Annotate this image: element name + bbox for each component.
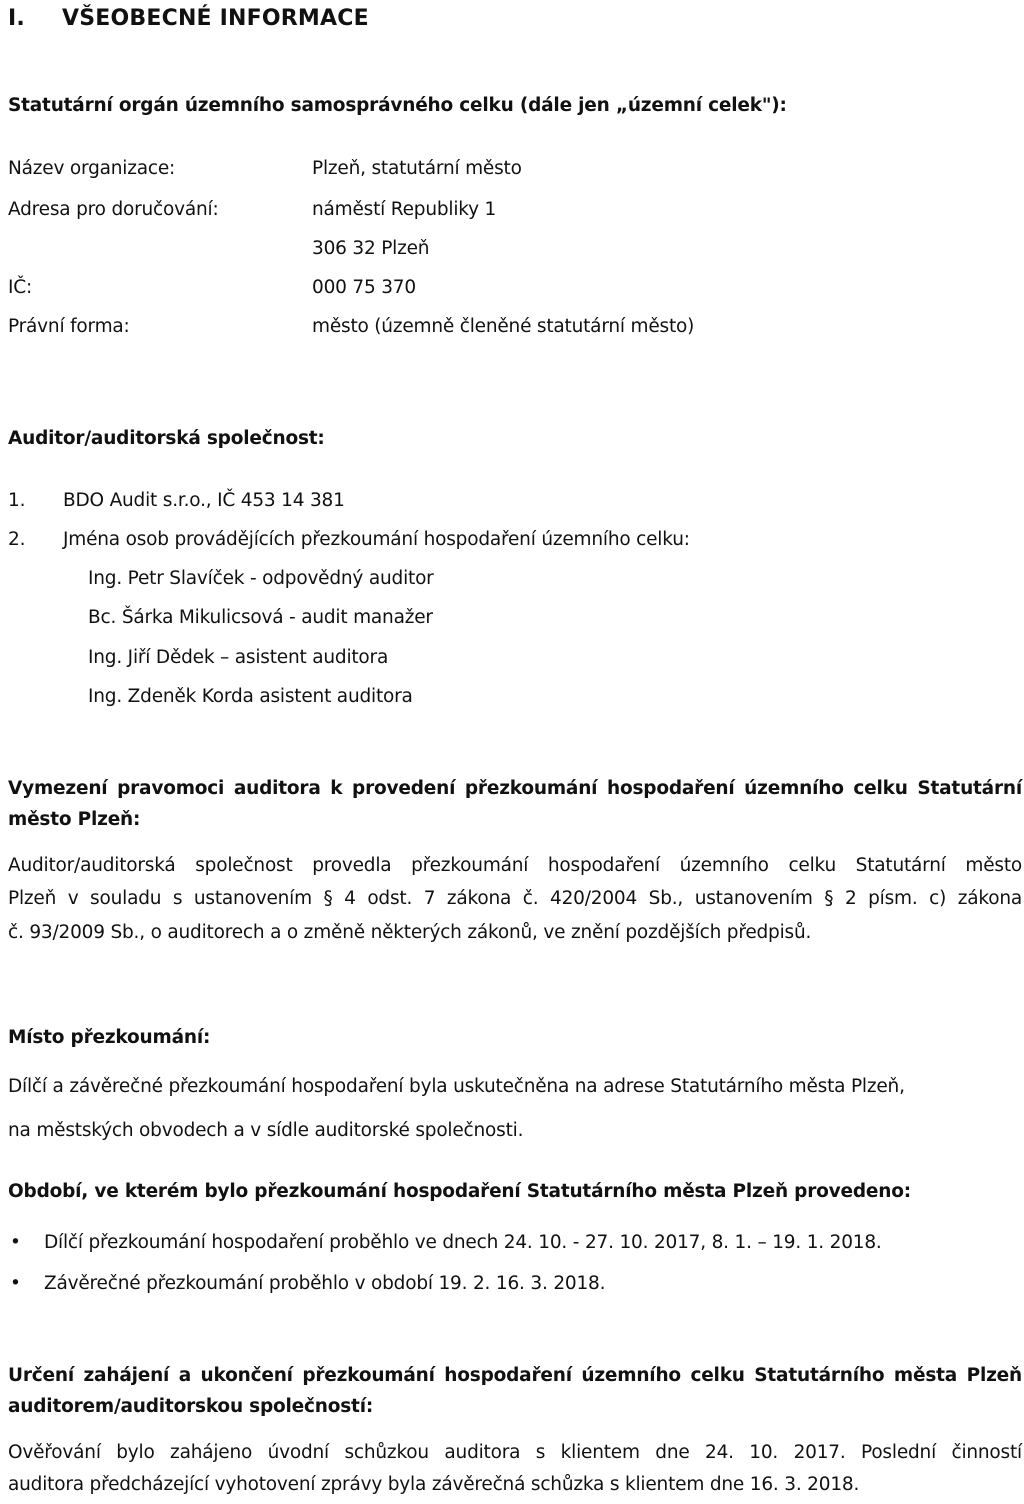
auditor-item-2-text: Jména osob provádějících přezkoumání hospodaření územního celku: [63, 529, 690, 550]
auditor-person: Ing. Petr Slavíček - odpovědný auditor [88, 568, 434, 589]
address-line-1: náměstí Republiky 1 [312, 199, 497, 220]
org-name-label: Název organizace: [8, 158, 176, 179]
ic-value: 000 75 370 [312, 277, 416, 298]
auditor-heading: Auditor/auditorská společnost: [8, 428, 325, 449]
auditor-item-1-number: 1. [8, 490, 26, 511]
bullet-icon: • [10, 1232, 21, 1253]
bullet-icon: • [10, 1273, 21, 1294]
section-number: I. [8, 6, 25, 31]
scope-text-line-1: Auditor/auditorská společnost provedla přezkoumání hospodaření územního celku Statutární město [8, 855, 1022, 876]
section-title: VŠEOBECNÉ INFORMACE [62, 6, 369, 31]
auditor-person: Bc. Šárka Mikulicsová - audit manažer [88, 607, 433, 628]
address-line-2: 306 32 Plzeň [312, 238, 430, 259]
scope-heading-line-2: město Plzeň: [8, 809, 141, 830]
auditor-item-2-number: 2. [8, 529, 26, 550]
statutory-heading: Statutární orgán územního samosprávného celku (dále jen „územní celek"): [8, 95, 787, 116]
timing-heading-line-1: Určení zahájení a ukončení přezkoumání hospodaření územního celku Statutárního města Plzeň [8, 1365, 1022, 1386]
scope-text-line-3: č. 93/2009 Sb., o auditorech a o změně některých zákonů, ve znění pozdějších předpisů. [8, 922, 812, 943]
scope-text-line-2: Plzeň v souladu s ustanovením § 4 odst. 7 zákona č. 420/2004 Sb., ustanovením § 2 písm. c) zákona [8, 888, 1022, 909]
period-bullet: Dílčí přezkoumání hospodaření proběhlo ve dnech 24. 10. - 27. 10. 2017, 8. 1. – 19. 1. 2018. [44, 1232, 882, 1253]
legal-form-value: město (územně členěné statutární město) [312, 316, 695, 337]
auditor-item-1-text: BDO Audit s.r.o., IČ 453 14 381 [63, 490, 345, 511]
auditor-person: Ing. Zdeněk Korda asistent auditora [88, 686, 413, 707]
scope-heading-line-1: Vymezení pravomoci auditora k provedení přezkoumání hospodaření územního celku Statutární [8, 778, 1022, 799]
org-name-value: Plzeň, statutární město [312, 158, 522, 179]
period-heading: Období, ve kterém bylo přezkoumání hospodaření Statutárního města Plzeň provedeno: [8, 1181, 911, 1202]
period-bullet: Závěrečné přezkoumání proběhlo v období 19. 2. 16. 3. 2018. [44, 1273, 606, 1294]
timing-text-line-2: auditora předcházející vyhotovení zprávy byla závěrečná schůzka s klientem dne 16. 3. 2018. [8, 1474, 860, 1495]
place-text-line-1: Dílčí a závěrečné přezkoumání hospodaření byla uskutečněna na adrese Statutárního města Plzeň, [8, 1076, 905, 1097]
legal-form-label: Právní forma: [8, 316, 130, 337]
ic-label: IČ: [8, 277, 33, 298]
auditor-person: Ing. Jiří Dědek – asistent auditora [88, 647, 389, 668]
place-heading: Místo přezkoumání: [8, 1027, 211, 1048]
address-label: Adresa pro doručování: [8, 199, 219, 220]
place-text-line-2: na městských obvodech a v sídle auditorské společnosti. [8, 1120, 524, 1141]
timing-heading-line-2: auditorem/auditorskou společností: [8, 1396, 374, 1417]
timing-text-line-1: Ověřování bylo zahájeno úvodní schůzkou auditora s klientem dne 24. 10. 2017. Poslední činností [8, 1442, 1022, 1463]
